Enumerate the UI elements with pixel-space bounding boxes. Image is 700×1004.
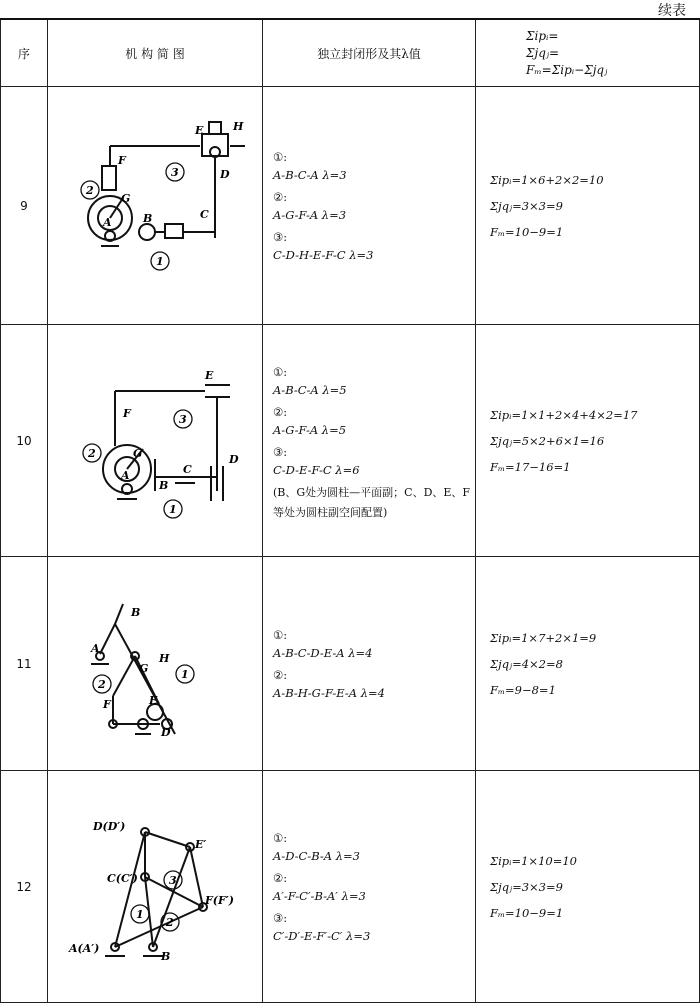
diagram-10-label: A [121, 468, 130, 482]
loop-number: ①: [273, 627, 288, 642]
diagram-9-label: G [121, 191, 131, 205]
loop-path: A-B-C-D-E-A λ=4 [273, 645, 373, 660]
loops-cell [263, 557, 476, 771]
dof-calc-cell [476, 87, 700, 325]
diagram-9-label: H [233, 119, 244, 133]
loop-path: A′-F-C′-B-A′ λ=3 [273, 888, 366, 903]
diagram-12-label: D(D′) [93, 819, 126, 833]
header-formula-line1: Σipᵢ= [526, 28, 559, 43]
calc-line: Σipᵢ=1×7+2×1=9 [490, 630, 597, 645]
loop-number: ②: [273, 870, 288, 885]
header-formula-line3: Fₘ=Σipᵢ−Σjqⱼ [526, 62, 608, 77]
diagram-9-label: A [103, 215, 112, 229]
header-formula [476, 19, 700, 87]
loops-cell [263, 87, 476, 325]
calc-line: Σipᵢ=1×6+2×2=10 [490, 172, 604, 187]
loop-number: ②: [273, 404, 288, 419]
loop-number: ③: [273, 444, 288, 459]
diagram-12-label: E′ [195, 837, 207, 851]
header-index: 序 [1, 19, 48, 87]
calc-line: Fₘ=10−9=1 [490, 224, 564, 239]
row-index: 11 [1, 557, 48, 771]
diagram-12-label: 3 [169, 873, 177, 887]
table-row [1, 557, 700, 771]
diagram-11-label: 2 [98, 677, 106, 691]
diagram-10-label: B [159, 478, 169, 492]
loop-path: A-B-H-G-F-E-A λ=4 [273, 685, 385, 700]
calc-line: Fₘ=17−16=1 [490, 459, 571, 474]
diagram-10-label: F [123, 406, 131, 420]
diagram-12-label: A(A′) [69, 941, 100, 955]
calc-line: Fₘ=10−9=1 [490, 905, 564, 920]
diagram-11-label: A [91, 641, 100, 655]
calc-line: Σipᵢ=1×1+2×4+4×2=17 [490, 407, 638, 422]
diagram-11-label: B [131, 605, 141, 619]
diagram-9-label: 2 [86, 183, 94, 197]
diagram-9-label: D [220, 167, 230, 181]
header-loops: 独立封闭形及其λ值 [263, 19, 476, 87]
calc-line: Σjqⱼ=5×2+6×1=16 [490, 433, 605, 448]
diagram-11-label: 1 [181, 667, 189, 681]
diagram-11-label: H [159, 651, 170, 665]
diagram-9-label: B [143, 211, 153, 225]
row-index: 10 [1, 325, 48, 557]
continued-label: 续表 [658, 3, 686, 19]
loop-number: ①: [273, 830, 288, 845]
loop-note: (B、G处为圆柱—平面副；C、D、E、F等处为圆柱副空间配置) [273, 485, 471, 519]
loop-path: A-G-F-A λ=5 [273, 422, 347, 437]
table-row [1, 87, 700, 325]
dof-calc-cell [476, 325, 700, 557]
diagram-9-label: 1 [156, 254, 164, 268]
mechanism-diagram-9 [48, 87, 263, 325]
diagram-9-label: C [200, 207, 209, 221]
loop-number: ①: [273, 149, 288, 164]
diagram-11-label: F [103, 697, 111, 711]
dof-calc-cell [476, 771, 700, 1003]
loop-number: ③: [273, 229, 288, 244]
diagram-11-label: D [161, 725, 171, 739]
loops-cell [263, 771, 476, 1003]
diagram-10-label: E [205, 368, 214, 382]
loop-number: ①: [273, 364, 288, 379]
diagram-9-svg [55, 106, 255, 306]
loop-number: ②: [273, 667, 288, 682]
loop-path: C′-D′-E-F′-C′ λ=3 [273, 928, 371, 943]
diagram-12-label: B [161, 949, 171, 963]
row-index: 12 [1, 771, 48, 1003]
calc-line: Fₘ=9−8=1 [490, 682, 556, 697]
loop-path: A-G-F-A λ=3 [273, 207, 347, 222]
diagram-10-label: 1 [169, 502, 177, 516]
mechanism-diagram-11 [48, 557, 263, 771]
mechanism-table [0, 18, 700, 1003]
loop-path: A-B-C-A λ=3 [273, 167, 347, 182]
mechanism-diagram-10 [48, 325, 263, 557]
loop-path: A-D-C-B-A λ=3 [273, 848, 360, 863]
diagram-12-svg [55, 802, 255, 972]
loop-number: ②: [273, 189, 288, 204]
loop-path: A-B-C-A λ=5 [273, 382, 347, 397]
loops-cell [263, 325, 476, 557]
diagram-11-label: E [149, 693, 158, 707]
diagram-12-label: 2 [166, 915, 174, 929]
header-diagram: 机 构 简 图 [48, 19, 263, 87]
calc-line: Σipᵢ=1×10=10 [490, 853, 577, 868]
diagram-10-label: C [183, 462, 192, 476]
diagram-10-svg [55, 351, 255, 531]
diagram-12-label: F(F′) [205, 893, 234, 907]
diagram-9-label: 3 [171, 165, 179, 179]
diagram-10-label: D [229, 452, 239, 466]
calc-line: Σjqⱼ=3×3=9 [490, 198, 563, 213]
header-formula-line2: Σjqⱼ= [526, 45, 560, 60]
dof-calc-cell [476, 557, 700, 771]
table-row [1, 325, 700, 557]
calc-line: Σjqⱼ=4×2=8 [490, 656, 563, 671]
diagram-12-label: 1 [136, 907, 144, 921]
diagram-12-label: C(C′) [107, 871, 138, 885]
mechanism-diagram-12 [48, 771, 263, 1003]
calc-line: Σjqⱼ=3×3=9 [490, 879, 563, 894]
table-row [1, 771, 700, 1003]
loop-number: ③: [273, 910, 288, 925]
diagram-10-label: 3 [179, 412, 187, 426]
diagram-11-label: G [139, 661, 149, 675]
loop-path: C-D-H-E-F-C λ=3 [273, 247, 374, 262]
diagram-10-label: G [133, 446, 143, 460]
row-index: 9 [1, 87, 48, 325]
loop-path: C-D-E-F-C λ=6 [273, 462, 360, 477]
diagram-10-label: 2 [88, 446, 96, 460]
diagram-9-label: E [195, 123, 204, 137]
diagram-9-label: F [118, 153, 126, 167]
table-header-row [1, 19, 700, 87]
diagram-11-svg [55, 584, 255, 744]
